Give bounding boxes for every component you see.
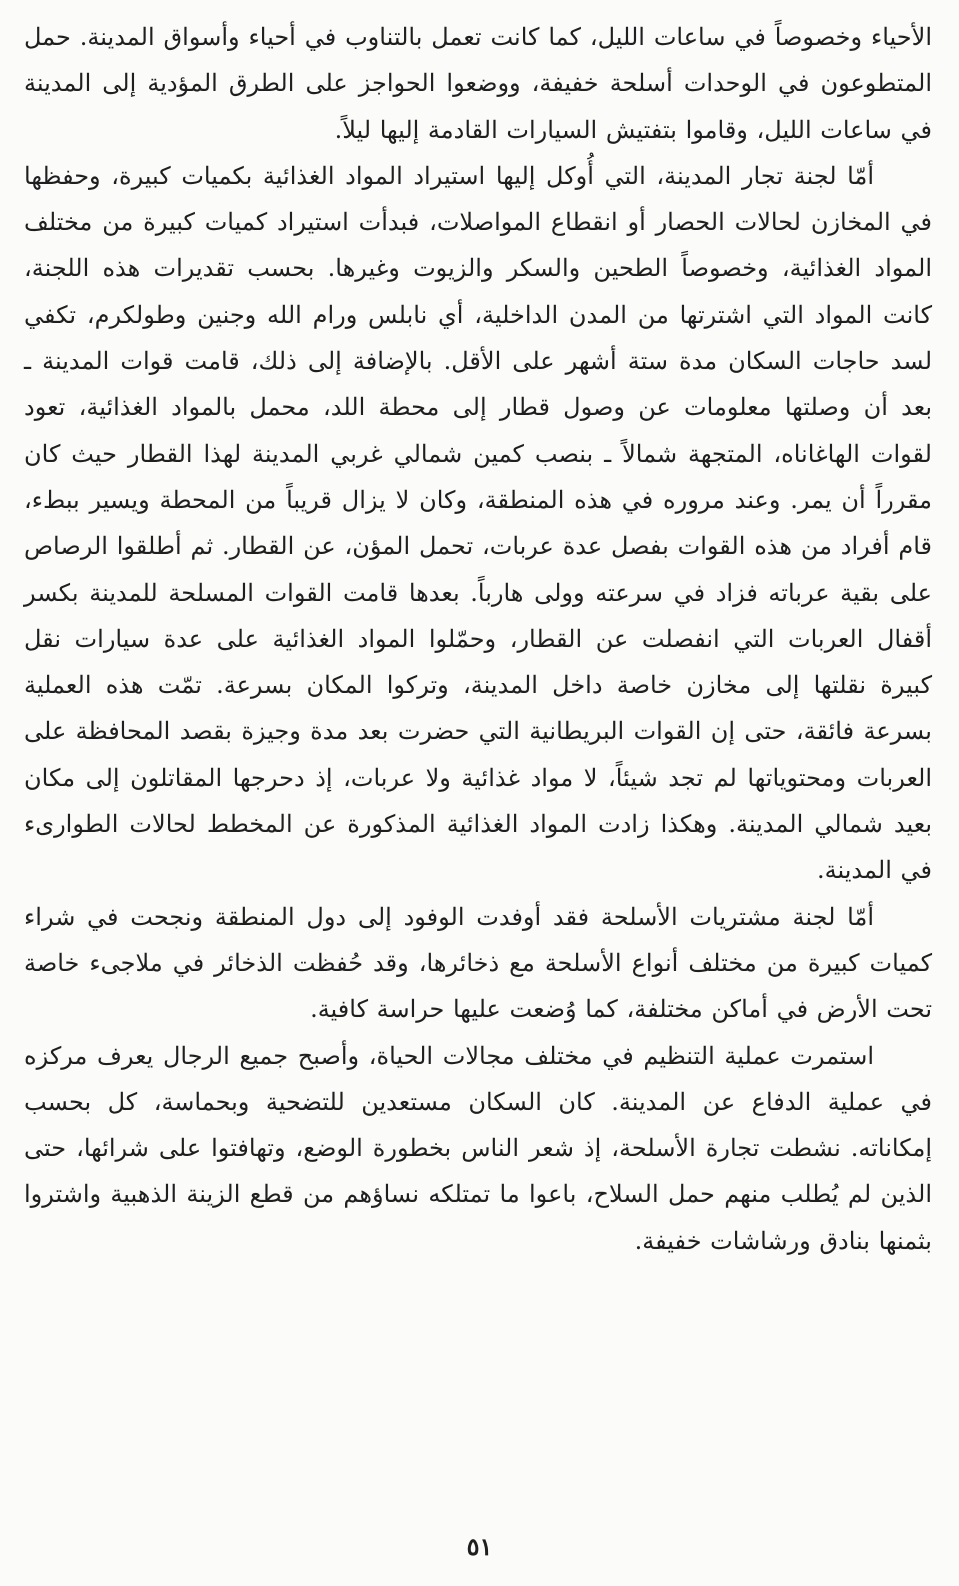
paragraph-4: استمرت عملية التنظيم في مختلف مجالات الحياة، وأصبح جميع الرجال يعرف مركزه في عملية الدفاع عن المدينة. كان السكان مستعدين للتضحية وبحماسة، كل بحسب إمكاناته. نشطت تجارة الأسلحة، إذ شعر الناس بخطورة الوضع، وتهافتوا على شرائها، حتى الذين لم يُطلب منهم حمل السلاح، باعوا ما تمتلكه نساؤهم من قطع الزينة الذهبية واشتروا بثمنها بنادق ورشاشات خفيفة. (24, 1041, 932, 1255)
page-number: ٥١ (466, 1532, 493, 1561)
paragraph-2: أمّا لجنة تجار المدينة، التي أُوكل إليها استيراد المواد الغذائية بكميات كبيرة، وحفظها في المخازن لحالات الحصار أو انقطاع المواصلات، فبدأت استيراد كميات كبيرة من مختلف المواد الغذائية، وخصوصاً الطحين والسكر والزيوت وغيرها. بحسب تقديرات هذه اللجنة، كانت المواد التي اشترتها من المدن الداخلية، أي نابلس ورام الله وجنين وطولكرم، تكفي لسد حاجات السكان مدة ستة أشهر على الأقل. بالإضافة إلى ذلك، قامت قوات المدينة ـ بعد أن وصلتها معلومات عن وصول قطار إلى محطة اللد، محمل بالمواد الغذائية، تعود لقوات الهاغاناه، المتجهة شمالاً ـ بنصب كمين شمالي غربي المدينة لهذا القطار حيث كان مقرراً أن يمر. وعند مروره في هذه المنطقة، وكان لا يزال قريباً من المحطة ويسير ببطء، قام أفراد من هذه القوات بفصل عدة عربات، تحمل المؤن، عن القطار. ثم أطلقوا الرصاص على بقية عرباته فزاد في سرعته وولى هارباً. بعدها قامت القوات المسلحة للمدينة بكسر أقفال العربات التي انفصلت عن القطار، وحمّلوا المواد الغذائية على عدة سيارات نقل كبيرة نقلتها إلى مخازن خاصة داخل المدينة، وتركوا المكان بسرعة. تمّت هذه العملية بسرعة فائقة، حتى إن القوات البريطانية التي حضرت بعد مدة وجيزة بقصد المحافظة على العربات ومحتوياتها لم تجد شيئاً، لا مواد غذائية ولا عربات، إذ دحرجها المقاتلون إلى مكان بعيد شمالي المدينة. وهكذا زادت المواد الغذائية المذكورة عن المخطط لحالات الطوارىء في المدينة. (24, 161, 933, 885)
paragraph-1: الأحياء وخصوصاً في ساعات الليل، كما كانت تعمل بالتناوب في أحياء وأسواق المدينة. حمل المتطوعون في الوحدات أسلحة خفيفة، ووضعوا الحواجز على الطرق المؤدية إلى المدينة في ساعات الليل، وقاموا بتفتيش السيارات القادمة إليها ليلاً. (24, 23, 932, 144)
paragraph-3: أمّا لجنة مشتريات الأسلحة فقد أوفدت الوفود إلى دول المنطقة ونجحت في شراء كميات كبيرة من مختلف أنواع الأسلحة مع ذخائرها، وقد حُفظت الذخائر في ملاجىء خاصة تحت الأرض في أماكن مختلفة، كما وُضعت عليها حراسة كافية. (24, 902, 933, 1024)
page-body (24, 14, 932, 1484)
